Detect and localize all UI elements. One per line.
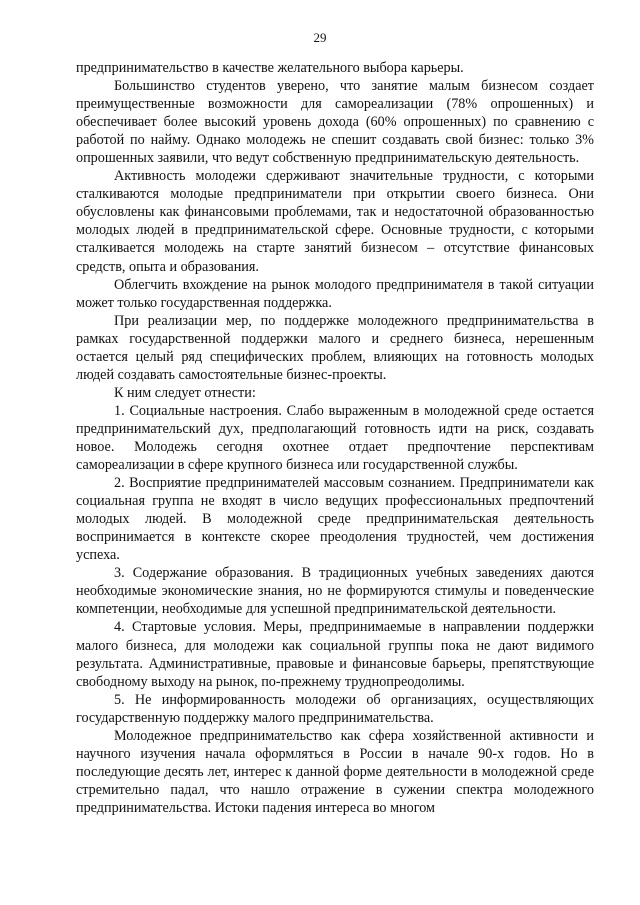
paragraph-difficulties: Активность молодежи сдерживают значительные трудности, с которыми сталкиваются молодые предприниматели при открытии своего бизнеса. Они обусловлены как финансовыми проблемами, так и недостаточной образованностью молодых людей в предпринимательской сфере. Основные трудности, с которыми сталкивается молодежь на старте занятий бизнесом – отсутствие финансовых средств, опыта и образования. <box>76 168 594 275</box>
paragraph-continuation: предпринимательство в качестве желательного выбора карьеры. <box>76 60 464 76</box>
paragraph-unsolved-problems: При реализации мер, по поддержке молодежного предпринимательства в рамках государственной поддержки малого и среднего бизнеса, нерешенным остается целый ряд специфических проблем, влияющих на готовность молодых людей создавать самостоятельные бизнес-проекты. <box>76 312 594 383</box>
paragraph-history: Молодежное предпринимательство как сфера хозяйственной активности и научного изучения начала оформляться в России в начале 90-х годов. Но в последующие десять лет, интерес к данной форме деятельности в молодежной среде стремительно падал, что нашло отражение в сужении спектра молодежного предпринимательства. Истоки падения интереса во многом <box>76 727 594 816</box>
list-item-information: 5. Не информированность молодежи об организациях, осуществляющих государственную поддержку малого предпринимательства. <box>76 691 594 726</box>
list-item-public-perception: 2. Восприятие предпринимателей массовым сознанием. Предприниматели как социальная группа не входят в число ведущих профессиональных предпочтений молодых людей. В молодежной среде предпринимательская деятельность воспринимается в контексте скорее преодоления трудностей, чем достижения успеха. <box>76 475 594 564</box>
document-body <box>76 59 594 817</box>
paragraph-state-support: Облегчить вхождение на рынок молодого предпринимателя в такой ситуации может только государственная поддержка. <box>76 276 594 311</box>
paragraph-students-survey: Большинство студентов уверено, что занятие малым бизнесом создает преимущественные возможности для самореализации (78% опрошенных) и обеспечивает более высокий уровень дохода (60% опрошенных) по сравнению с работой по найму. Однако молодежь не спешит создавать свой бизнес: только 3% опрошенных заявили, что ведут собственную предпринимательскую деятельность. <box>76 78 594 167</box>
page-number: 29 <box>313 30 327 45</box>
list-item-education: 3. Содержание образования. В традиционных учебных заведениях даются необходимые экономические знания, но не формируются стимулы и поведенческие компетенции, необходимые для успешной предпринимательской деятельности. <box>76 565 594 618</box>
list-item-social-moods: 1. Социальные настроения. Слабо выраженным в молодежной среде остается предпринимательский дух, предполагающий готовность идти на риск, создавать новое. Молодежь сегодня охотнее отдает предпочтение перспективам самореализации в сфере крупного бизнеса или государственной службы. <box>76 402 594 474</box>
paragraph-list-intro: К ним следует отнести: <box>114 384 256 401</box>
list-item-starting-conditions: 4. Стартовые условия. Меры, предпринимаемые в направлении поддержки малого бизнеса, для молодежи как социальной группы пока не дают видимого результата. Административные, правовые и финансовые барьеры, препятствующие свободному выходу на рынок, по-прежнему труднопреодолимы. <box>76 619 594 690</box>
